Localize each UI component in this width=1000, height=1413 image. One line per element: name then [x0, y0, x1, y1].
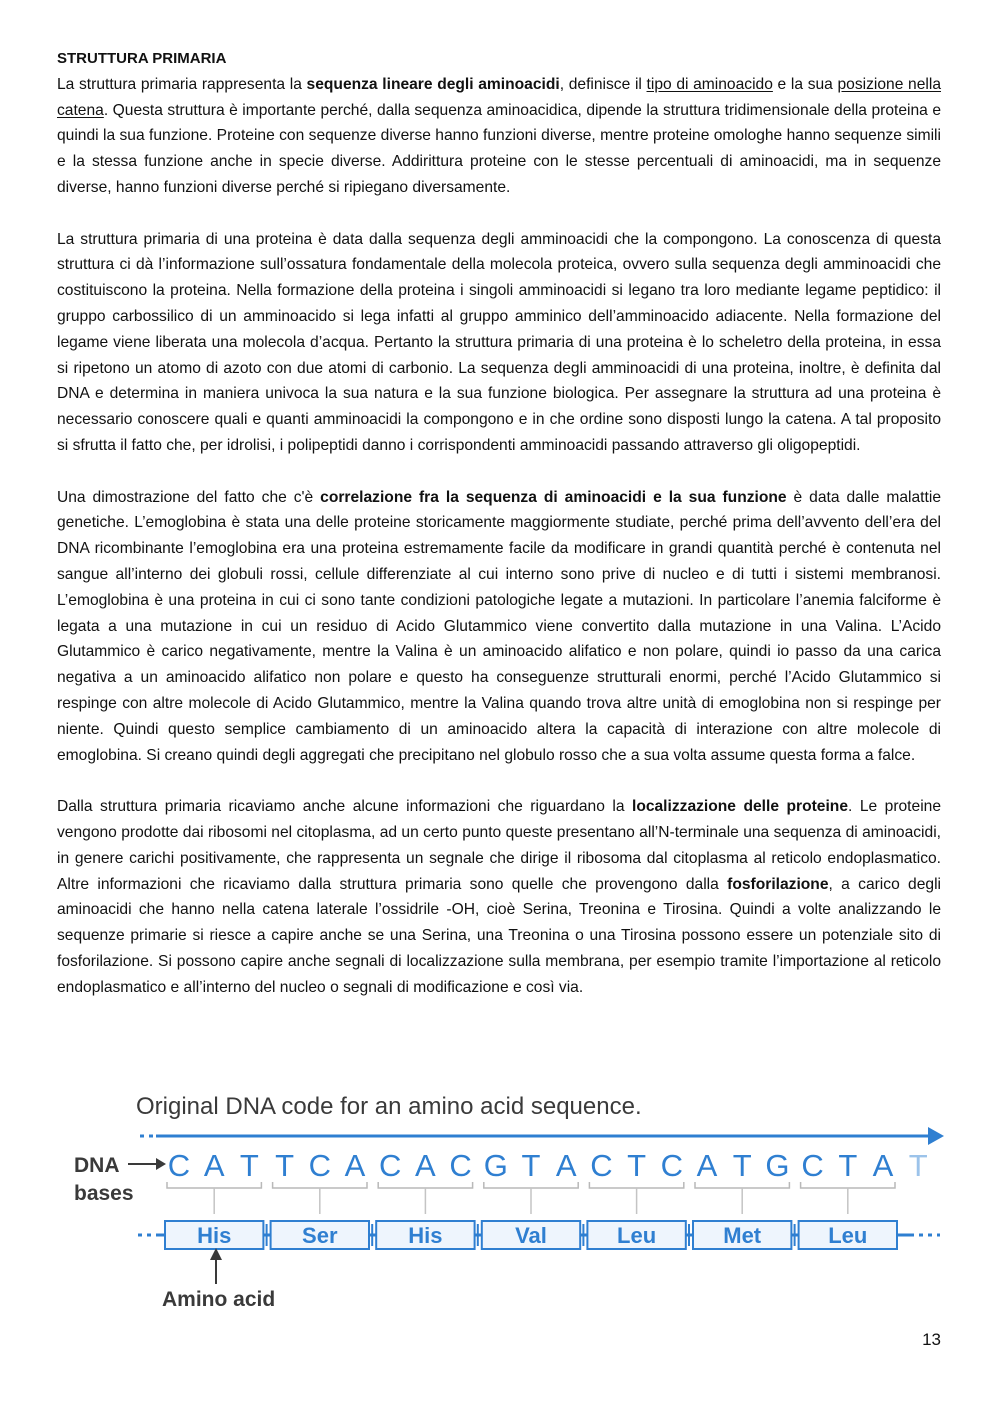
amino-acid-boxes [165, 1221, 897, 1249]
bases-label: bases [74, 1182, 134, 1205]
dna-base: G [765, 1148, 790, 1183]
page-number: 13 [922, 1330, 941, 1349]
amino-acid-name: Ser [302, 1223, 338, 1248]
amino-acid-name: Leu [828, 1223, 868, 1248]
dna-base: A [344, 1148, 366, 1183]
dna-base: T [627, 1148, 647, 1183]
dna-base: T [275, 1148, 295, 1183]
p1-text-a: La struttura primaria rappresenta la [57, 75, 307, 93]
p1-text-c: , definisce il [559, 75, 647, 93]
dna-base: T [908, 1148, 928, 1183]
p1-text-g: . Questa struttura è importante perché, dalla sequenza aminoacidica, dipende la struttura tridimensionale della proteina e quindi la sua funzione. Proteine con sequenze diverse hanno funzioni diverse, mentre proteine omologhe hanno sequenze simili e la stessa funzione anche in specie diverse. Addirittura proteine con le stesse percentuali di aminoacidi, ma in sequenze diverse, hanno funzioni diverse perché si ripiegano diversamente. [57, 101, 941, 196]
amino-acid-name: Met [723, 1223, 762, 1248]
p4-bold-phosphorylation: fosforilazione [727, 875, 829, 893]
dna-base: A [872, 1148, 894, 1183]
dna-pointer-arrow [128, 1158, 166, 1170]
dna-base: G [483, 1148, 508, 1183]
p4-text-e: , a carico degli aminoacidi che hanno nella catena laterale l’ossidrile -OH, cioè Serina, Treonina e Tirosina. Quindi a volte analizzando le sequenze primarie si riesce a capire anche se una Serina, una Treonina o una Tirosina possono essere un potenziale sito di fosforilazione. Si possono capire anche segnali di localizzazione sulla membrana, per esempio tramite l’importazione al reticolo endoplasmatico e all’interno del nucleo o segnali di modificazione e così via. [57, 875, 942, 996]
dna-base: T [838, 1148, 858, 1183]
amino-acid-name: Val [515, 1223, 547, 1248]
dna-base: C [167, 1148, 191, 1183]
paragraph-2: La struttura primaria di una proteina è data dalla sequenza degli amminoacidi che la compongono. La conoscenza di questa struttura ci dà l’informazione sull’ossatura fondamentale della molecola proteica, ovvero sulla sequenza degli amminoacidi che costituiscono la proteina. Nella formazione della proteina i singoli amminoacidi si legano tra loro mediante legame peptidico: il gruppo carbossilico di un amminoacido si lega infatti al gruppo amminico dell’amminoacido adiacente. Nella formazione del legame viene liberata una molecola d’acqua. Pertanto la struttura primaria di una proteina è lo scheletro della proteina, in essa si ripetono un atomo di azoto con due atomi di carbonio. La sequenza degli amminoacidi di una proteina, inoltre, è definita dal DNA e determina in maniera univoca la sua natura e la sua funzione biologica. Per assegnare la struttura ad una proteina è necessario conoscere quali e quanti amminoacidi la compongono e in che ordine sono disposti lungo la catena. A tal proposito si sfrutta il fatto che, per idrolisi, i polipeptidi danno i corrispondenti amminoacidi passando attraverso gli oligopeptidi. [57, 230, 941, 454]
paragraph-3 [57, 485, 941, 769]
p1-underline-position: posizione nella catena [57, 75, 941, 119]
section-heading: STRUTTURA PRIMARIA [57, 50, 227, 67]
p4-bold-localization: localizzazione delle proteine [631, 798, 848, 816]
dna-base: C [449, 1148, 472, 1183]
dna-base: C [590, 1148, 613, 1183]
amino-acid-name: His [408, 1223, 443, 1248]
dna-diagram [60, 1084, 950, 1324]
amino-acid-pointer-arrow [210, 1248, 222, 1284]
body-text [57, 46, 941, 1000]
dna-base: A [696, 1148, 718, 1183]
p3-bold-correlation: correlazione fra la sequenza di aminoacidi e la sua funzione [320, 488, 787, 506]
dna-base: C [379, 1148, 402, 1183]
paragraph-4 [57, 794, 941, 1000]
dna-base: A [415, 1148, 436, 1183]
dna-base: C [801, 1148, 824, 1183]
codon-brackets [167, 1182, 895, 1214]
dna-figure [60, 1084, 950, 1324]
amino-acid-name: His [197, 1223, 232, 1248]
dna-label: DNA [74, 1154, 120, 1177]
dna-base: C [660, 1148, 683, 1183]
dna-base: C [308, 1148, 331, 1183]
p1-text-e: e la sua [772, 75, 838, 93]
dna-strand-line [140, 1127, 944, 1145]
p4-text-a: Dalla struttura primaria ricaviamo anche alcune informazioni che riguardano la [57, 798, 632, 816]
figure-title: Original DNA code for an amino acid sequence. [136, 1093, 642, 1120]
p3-text-c: è data dalle malattie genetiche. L’emoglobina è stata una delle proteine storicamente maggiormente studiate, perché prima dell’avvento dell’era del DNA ricombinante l’emoglobina era una proteina estremamente facile da modificare in grandi quantità perché è contenuta nel sangue all’interno dei globuli rossi, cellule differenziate al cui interno sono prive di nucleo e di tutti i sistemi membranosi. L’emoglobina è una proteina in cui ci sono tante condizioni patologiche legate a mutazioni. In particolare l’anemia falciforme è legata a una mutazione in cui un residuo di Acido Glutammico viene convertito dalla mutazione in una Valina. L’Acido Glutammico è carico negativamente, mentre la Valina è un aminoacido alifatico e non polare, quindi io passo da una carica negativa a un aminoacido alifatico non polare e questo ha conseguenze strutturali enormi, perché l’Acido Glutammico si respinge con altre molecole di Acido Glutammico, mentre la Valina quando trova altre unità di emoglobina non si respinge per niente. Quindi questo semplice cambiamento di un aminoacido altera la capacità di interazione con altre molecole di emoglobina. Si creano quindi degli aggregati che precipitano nel globulo rosso che a sua volta assume questa forma a falce. [57, 488, 941, 764]
dna-base: T [732, 1148, 752, 1183]
p1-bold-sequence: sequenza lineare degli aminoacidi [306, 75, 560, 93]
p1-underline-type: tipo di aminoacido [646, 75, 773, 93]
amino-acid-name: Leu [617, 1223, 657, 1248]
dna-base: T [521, 1148, 541, 1183]
p4-text-c: . Le proteine vengono prodotte dai ribosomi nel citoplasma, ad un certo punto queste presentano all’N-terminale una sequenza di aminoacidi, in genere carichi positivamente, che rappresenta un segnale che dirige il ribosoma dal citoplasma al reticolo endoplasmatico. Altre informazioni che ricaviamo dalla struttura primaria sono quelle che provengono dalla [57, 798, 942, 893]
dna-bases [168, 1148, 928, 1183]
amino-acid-label: Amino acid [162, 1288, 276, 1311]
dna-base: A [555, 1148, 577, 1183]
p3-text-a: Una dimostrazione del fatto che c'è [57, 488, 321, 506]
dna-base: T [239, 1148, 259, 1183]
strand-arrowhead [928, 1127, 944, 1145]
dna-base: A [203, 1148, 225, 1183]
paragraph-1 [57, 72, 941, 201]
